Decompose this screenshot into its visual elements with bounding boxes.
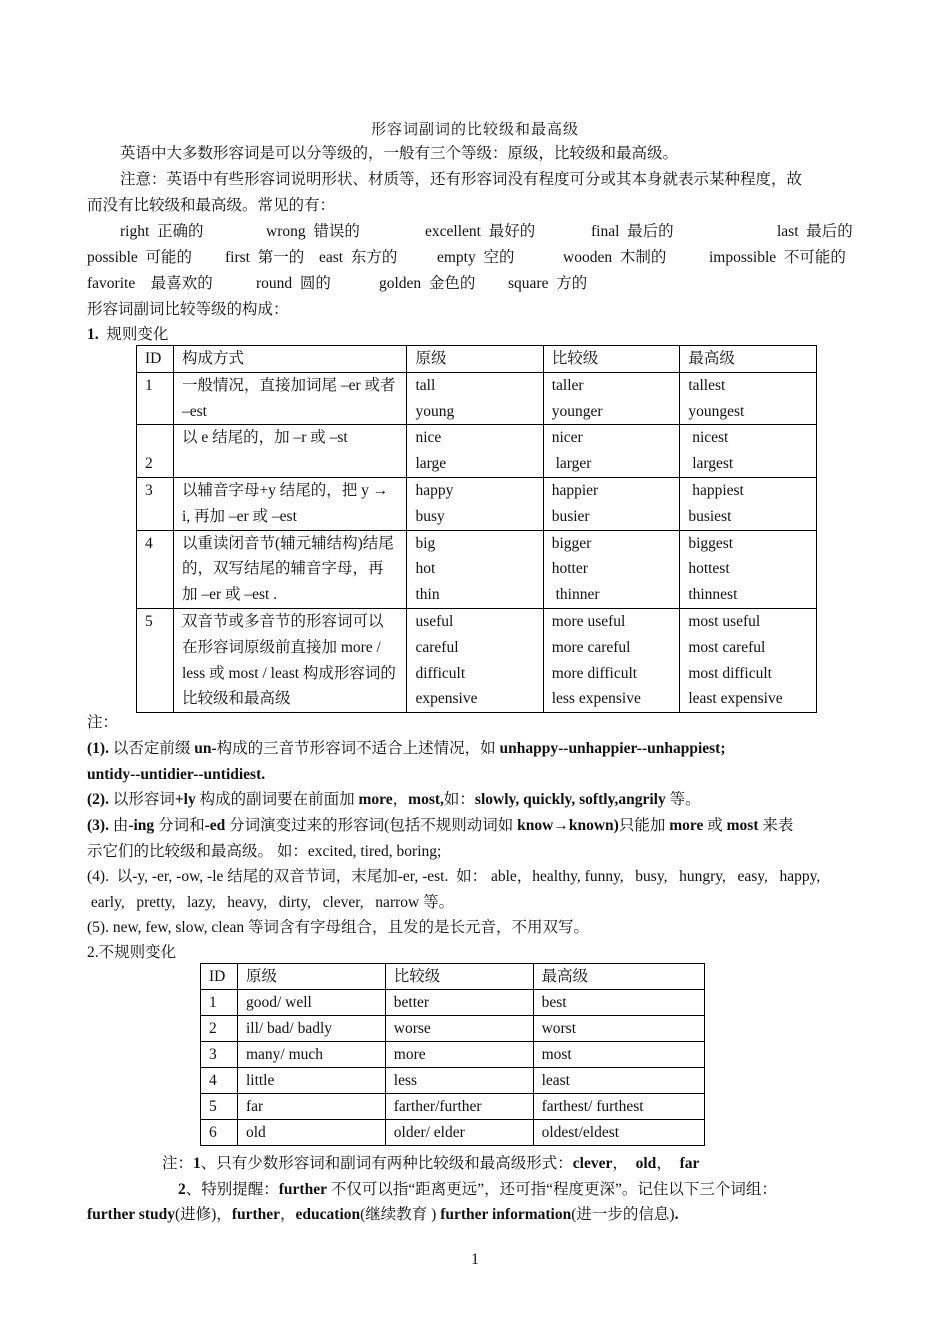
cell-line: busiest xyxy=(688,507,732,525)
cell-line: happier xyxy=(551,481,599,499)
cell-line: nicer xyxy=(551,429,583,447)
note-2 xyxy=(87,787,701,813)
note-3-continued: 示它们的比较级和最高级。 如：excited, tired, boring; xyxy=(87,843,442,860)
table-header-cell: 最高级 xyxy=(680,346,817,373)
table-header-row xyxy=(137,346,817,373)
cell-line: nice xyxy=(415,429,442,447)
note-4: (4). 以-y, -er, -ow, -le 结尾的双音节词，末尾加-er, -est. 如： able，healthy, funny, busy, hungry, easy, happy, xyxy=(87,868,821,885)
cell-line: thinnest xyxy=(688,586,738,604)
note-1-continued: untidy--untidier--untidiest. xyxy=(87,766,266,783)
note-bold: un- xyxy=(194,740,217,757)
cell-line: hotter xyxy=(551,560,588,578)
note-bold: 1 xyxy=(193,1155,201,1172)
note-number: (2). xyxy=(87,791,109,808)
table-header-cell: 最高级 xyxy=(533,964,704,990)
note-text: 以形容词 xyxy=(108,791,175,808)
table-cell-base xyxy=(407,477,543,530)
cell-line: more useful xyxy=(551,612,626,630)
table-cell-comparative xyxy=(543,530,680,608)
note-5: (5). new, few, slow, clean 等词含有字母组合，且发的是长元音，不用双写。 xyxy=(87,919,589,936)
cell-line: busier xyxy=(551,507,590,525)
word-item: right 正确的 xyxy=(120,223,204,240)
word-item: favorite 最喜欢的 xyxy=(87,275,213,292)
table-row xyxy=(137,608,817,712)
section-1-number: 1. xyxy=(87,326,99,343)
intro-paragraph: 英语中大多数形容词是可以分等级的，一般有三个等级：原级，比较级和最高级。 xyxy=(120,145,679,162)
note-bold: -ed xyxy=(204,817,226,834)
note-text: 分词演变过来的形容词(包括不规则动词如 xyxy=(225,817,518,834)
table-cell: oldest/eldest xyxy=(533,1120,704,1146)
word-item: final 最后的 xyxy=(591,223,674,240)
table-cell-superlative xyxy=(680,530,817,608)
note-4-continued: early, pretty, lazy, heavy, dirty, clever, narrow 等。 xyxy=(87,894,455,911)
page-number: 1 xyxy=(471,1251,479,1268)
table-row xyxy=(137,425,817,478)
note-bold: slowly, quickly, softly,angrily xyxy=(474,791,666,808)
note-text: 如： xyxy=(443,791,475,808)
word-item: golden 金色的 xyxy=(379,275,476,292)
note-bold: further information xyxy=(440,1206,572,1223)
table-header-cell: ID xyxy=(137,346,174,373)
cell-line: less expensive xyxy=(551,690,641,708)
cell-line: most careful xyxy=(688,638,766,656)
table-cell: worse xyxy=(385,1016,533,1042)
table-cell-comparative xyxy=(543,372,680,425)
cell-line: taller xyxy=(551,376,584,394)
note-text: (进一步的信息) xyxy=(571,1206,675,1223)
word-item: east 东方的 xyxy=(319,249,398,266)
table-cell: little xyxy=(237,1068,385,1094)
table-header-cell: 原级 xyxy=(237,964,385,990)
note-bold: +ly xyxy=(174,791,196,808)
table-cell-comparative xyxy=(543,608,680,712)
table-row xyxy=(137,372,817,425)
table-cell: more xyxy=(385,1042,533,1068)
note-text: 不仅可以指“距离更远”，还可指“程度更深”。记住以下三个词组： xyxy=(326,1181,777,1198)
note-number: (1). xyxy=(87,740,109,757)
word-item: possible 可能的 xyxy=(87,249,193,266)
note-text: 只能加 xyxy=(618,817,670,834)
cell-line: bigger xyxy=(551,534,592,552)
cell-line: hot xyxy=(415,560,436,578)
cell-line: happiest xyxy=(688,481,744,499)
cell-line: least expensive xyxy=(688,690,783,708)
cell-line: largest xyxy=(688,455,734,473)
note-text: ， xyxy=(280,1206,296,1223)
cell-line: large xyxy=(415,455,447,473)
regular-forms-table xyxy=(136,345,817,713)
note-text: (继续教育 ) xyxy=(360,1206,441,1223)
table-row xyxy=(201,1120,705,1146)
note-text: 构成的副词要在前面加 xyxy=(195,791,359,808)
note-bold: clever xyxy=(572,1155,613,1172)
note-bold: most, xyxy=(408,791,444,808)
table-header-row xyxy=(201,964,705,990)
cell-line: expensive xyxy=(415,690,478,708)
table-cell-base xyxy=(407,608,543,712)
table-header-cell: 构成方式 xyxy=(173,346,407,373)
word-item: wooden 木制的 xyxy=(563,249,667,266)
table-cell-rule: 以 e 结尾的，加 –r 或 –st xyxy=(173,425,407,478)
table-cell-id: 1 xyxy=(137,372,174,425)
table-row xyxy=(137,530,817,608)
cell-line: young xyxy=(415,402,455,420)
table-cell-rule: 以辅音字母+y 结尾的，把 y → i, 再加 –er 或 –est xyxy=(173,477,407,530)
word-item: square 方的 xyxy=(508,275,588,292)
table-cell: 6 xyxy=(201,1120,238,1146)
table-cell: less xyxy=(385,1068,533,1094)
word-item: empty 空的 xyxy=(437,249,515,266)
table-cell: 5 xyxy=(201,1094,238,1120)
note-text: 或 xyxy=(703,817,727,834)
table-row xyxy=(201,990,705,1016)
irregular-forms-table xyxy=(200,963,705,1146)
note-bold: . xyxy=(674,1206,679,1223)
page-title: 形容词副词的比较级和最高级 xyxy=(370,122,579,138)
table-cell: farthest/ furthest xyxy=(533,1094,704,1120)
table-cell: 4 xyxy=(201,1068,238,1094)
table-cell-id: 5 xyxy=(137,608,174,712)
section-1-label: 规则变化 xyxy=(106,326,169,343)
note-number: (3). xyxy=(87,817,109,834)
cell-line: biggest xyxy=(688,534,734,552)
cell-line: tall xyxy=(415,376,436,394)
table-cell: 2 xyxy=(201,1016,238,1042)
table-row xyxy=(201,1042,705,1068)
cell-line: happy xyxy=(415,481,454,499)
table-cell-base xyxy=(407,425,543,478)
table-cell: older/ elder xyxy=(385,1120,533,1146)
cell-line: nicest xyxy=(688,429,729,447)
table-cell-id: 2 xyxy=(137,425,174,478)
notes-label: 注： xyxy=(87,714,119,731)
table-row xyxy=(201,1068,705,1094)
table-cell: far xyxy=(237,1094,385,1120)
table-cell-comparative xyxy=(543,425,680,478)
cell-line: most difficult xyxy=(688,664,772,682)
table-row xyxy=(137,477,817,530)
table-cell: farther/further xyxy=(385,1094,533,1120)
table-cell-superlative xyxy=(680,477,817,530)
cell-line: tallest xyxy=(688,376,726,394)
note-bold: education xyxy=(295,1206,361,1223)
note-bold: further study xyxy=(87,1206,175,1223)
table-cell-superlative xyxy=(680,372,817,425)
table-cell-id: 4 xyxy=(137,530,174,608)
table-cell-rule: 双音节或多音节的形容词可以在形容词原级前直接加 more / less 或 most / least 构成形容词的比较级和最高级 xyxy=(173,608,407,712)
cell-line: larger xyxy=(551,455,592,473)
table-cell-id: 3 xyxy=(137,477,174,530)
cell-line: hottest xyxy=(688,560,730,578)
table-cell: best xyxy=(533,990,704,1016)
note-bold: far xyxy=(679,1155,700,1172)
cell-line: youngest xyxy=(688,402,745,420)
note-text: 由 xyxy=(108,817,129,834)
table-header-cell: 比较级 xyxy=(543,346,680,373)
section-2-heading: 2.不规则变化 xyxy=(87,944,177,961)
table-row xyxy=(201,1094,705,1120)
note-bold: further xyxy=(231,1206,281,1223)
table-cell: worst xyxy=(533,1016,704,1042)
table-header-cell: 比较级 xyxy=(385,964,533,990)
cell-line: younger xyxy=(551,402,603,420)
note-text: ， xyxy=(656,1155,680,1172)
table-cell: ill/ bad/ badly xyxy=(237,1016,385,1042)
cell-line: more difficult xyxy=(551,664,638,682)
final-note-3 xyxy=(87,1202,678,1228)
note-bold: old xyxy=(635,1155,657,1172)
cell-line: thin xyxy=(415,586,440,604)
note-text: 、只有少数形容词和副词有两种比较级和最高级形式： xyxy=(200,1155,573,1172)
word-item: wrong 错误的 xyxy=(266,223,360,240)
table-cell: most xyxy=(533,1042,704,1068)
table-header-cell: ID xyxy=(201,964,238,990)
table-cell-rule: 一般情况，直接加词尾 –er 或者 –est xyxy=(173,372,407,425)
cell-line: busy xyxy=(415,507,445,525)
table-cell: 1 xyxy=(201,990,238,1016)
note-text: 分词和 xyxy=(154,817,205,834)
final-note-2 xyxy=(178,1177,777,1203)
note-3 xyxy=(87,813,793,839)
note-1 xyxy=(87,736,726,762)
table-cell-superlative xyxy=(680,608,817,712)
note-bold: know→known) xyxy=(517,817,619,834)
table-cell-rule: 以重读闭音节(辅元辅结构)结尾的，双写结尾的辅音字母，再加 –er 或 –est . xyxy=(173,530,407,608)
formation-heading: 形容词副词比较等级的构成： xyxy=(87,301,289,318)
table-cell: 3 xyxy=(201,1042,238,1068)
note-text: 等。 xyxy=(665,791,701,808)
note-bold: 2 xyxy=(178,1181,186,1198)
table-cell: least xyxy=(533,1068,704,1094)
table-cell-base xyxy=(407,372,543,425)
cell-line: difficult xyxy=(415,664,466,682)
note-bold: more xyxy=(358,791,393,808)
table-row xyxy=(201,1016,705,1042)
note-text: ， xyxy=(392,791,409,808)
cell-line: careful xyxy=(415,638,459,656)
note-bold: more xyxy=(669,817,704,834)
note-text: 注： xyxy=(162,1155,194,1172)
table-cell: old xyxy=(237,1120,385,1146)
note-line-2: 而没有比较级和最高级。常见的有： xyxy=(87,197,336,214)
cell-line: most useful xyxy=(688,612,761,630)
cell-line: useful xyxy=(415,612,454,630)
note-bold: further xyxy=(278,1181,327,1198)
note-text: 构成的三音节形容词不适合上述情况，如 xyxy=(216,740,500,757)
note-text: ， xyxy=(612,1155,636,1172)
table-cell: good/ well xyxy=(237,990,385,1016)
word-item: last 最后的 xyxy=(777,223,853,240)
table-header-cell: 原级 xyxy=(407,346,543,373)
table-cell: many/ much xyxy=(237,1042,385,1068)
cell-line: big xyxy=(415,534,436,552)
table-cell-superlative xyxy=(680,425,817,478)
word-item: round 圆的 xyxy=(256,275,331,292)
note-line-1: 注意：英语中有些形容词说明形状、材质等，还有形容词没有程度可分或其本身就表示某种程度，故 xyxy=(120,171,803,188)
note-text: 来表 xyxy=(758,817,794,834)
final-note-1 xyxy=(162,1151,699,1177)
note-text: 、特别提醒： xyxy=(185,1181,279,1198)
word-item: impossible 不可能的 xyxy=(709,249,846,266)
note-bold: most xyxy=(726,817,759,834)
word-item: first 第一的 xyxy=(225,249,305,266)
table-cell-comparative xyxy=(543,477,680,530)
word-item: excellent 最好的 xyxy=(425,223,536,240)
note-bold: -ing xyxy=(128,817,155,834)
table-cell: better xyxy=(385,990,533,1016)
note-text: (进修)， xyxy=(174,1206,232,1223)
table-cell-base xyxy=(407,530,543,608)
note-bold: unhappy--unhappier--unhappiest; xyxy=(499,740,726,757)
cell-line: more careful xyxy=(551,638,631,656)
note-text: 以否定前缀 xyxy=(108,740,195,757)
cell-line: thinner xyxy=(551,586,600,604)
